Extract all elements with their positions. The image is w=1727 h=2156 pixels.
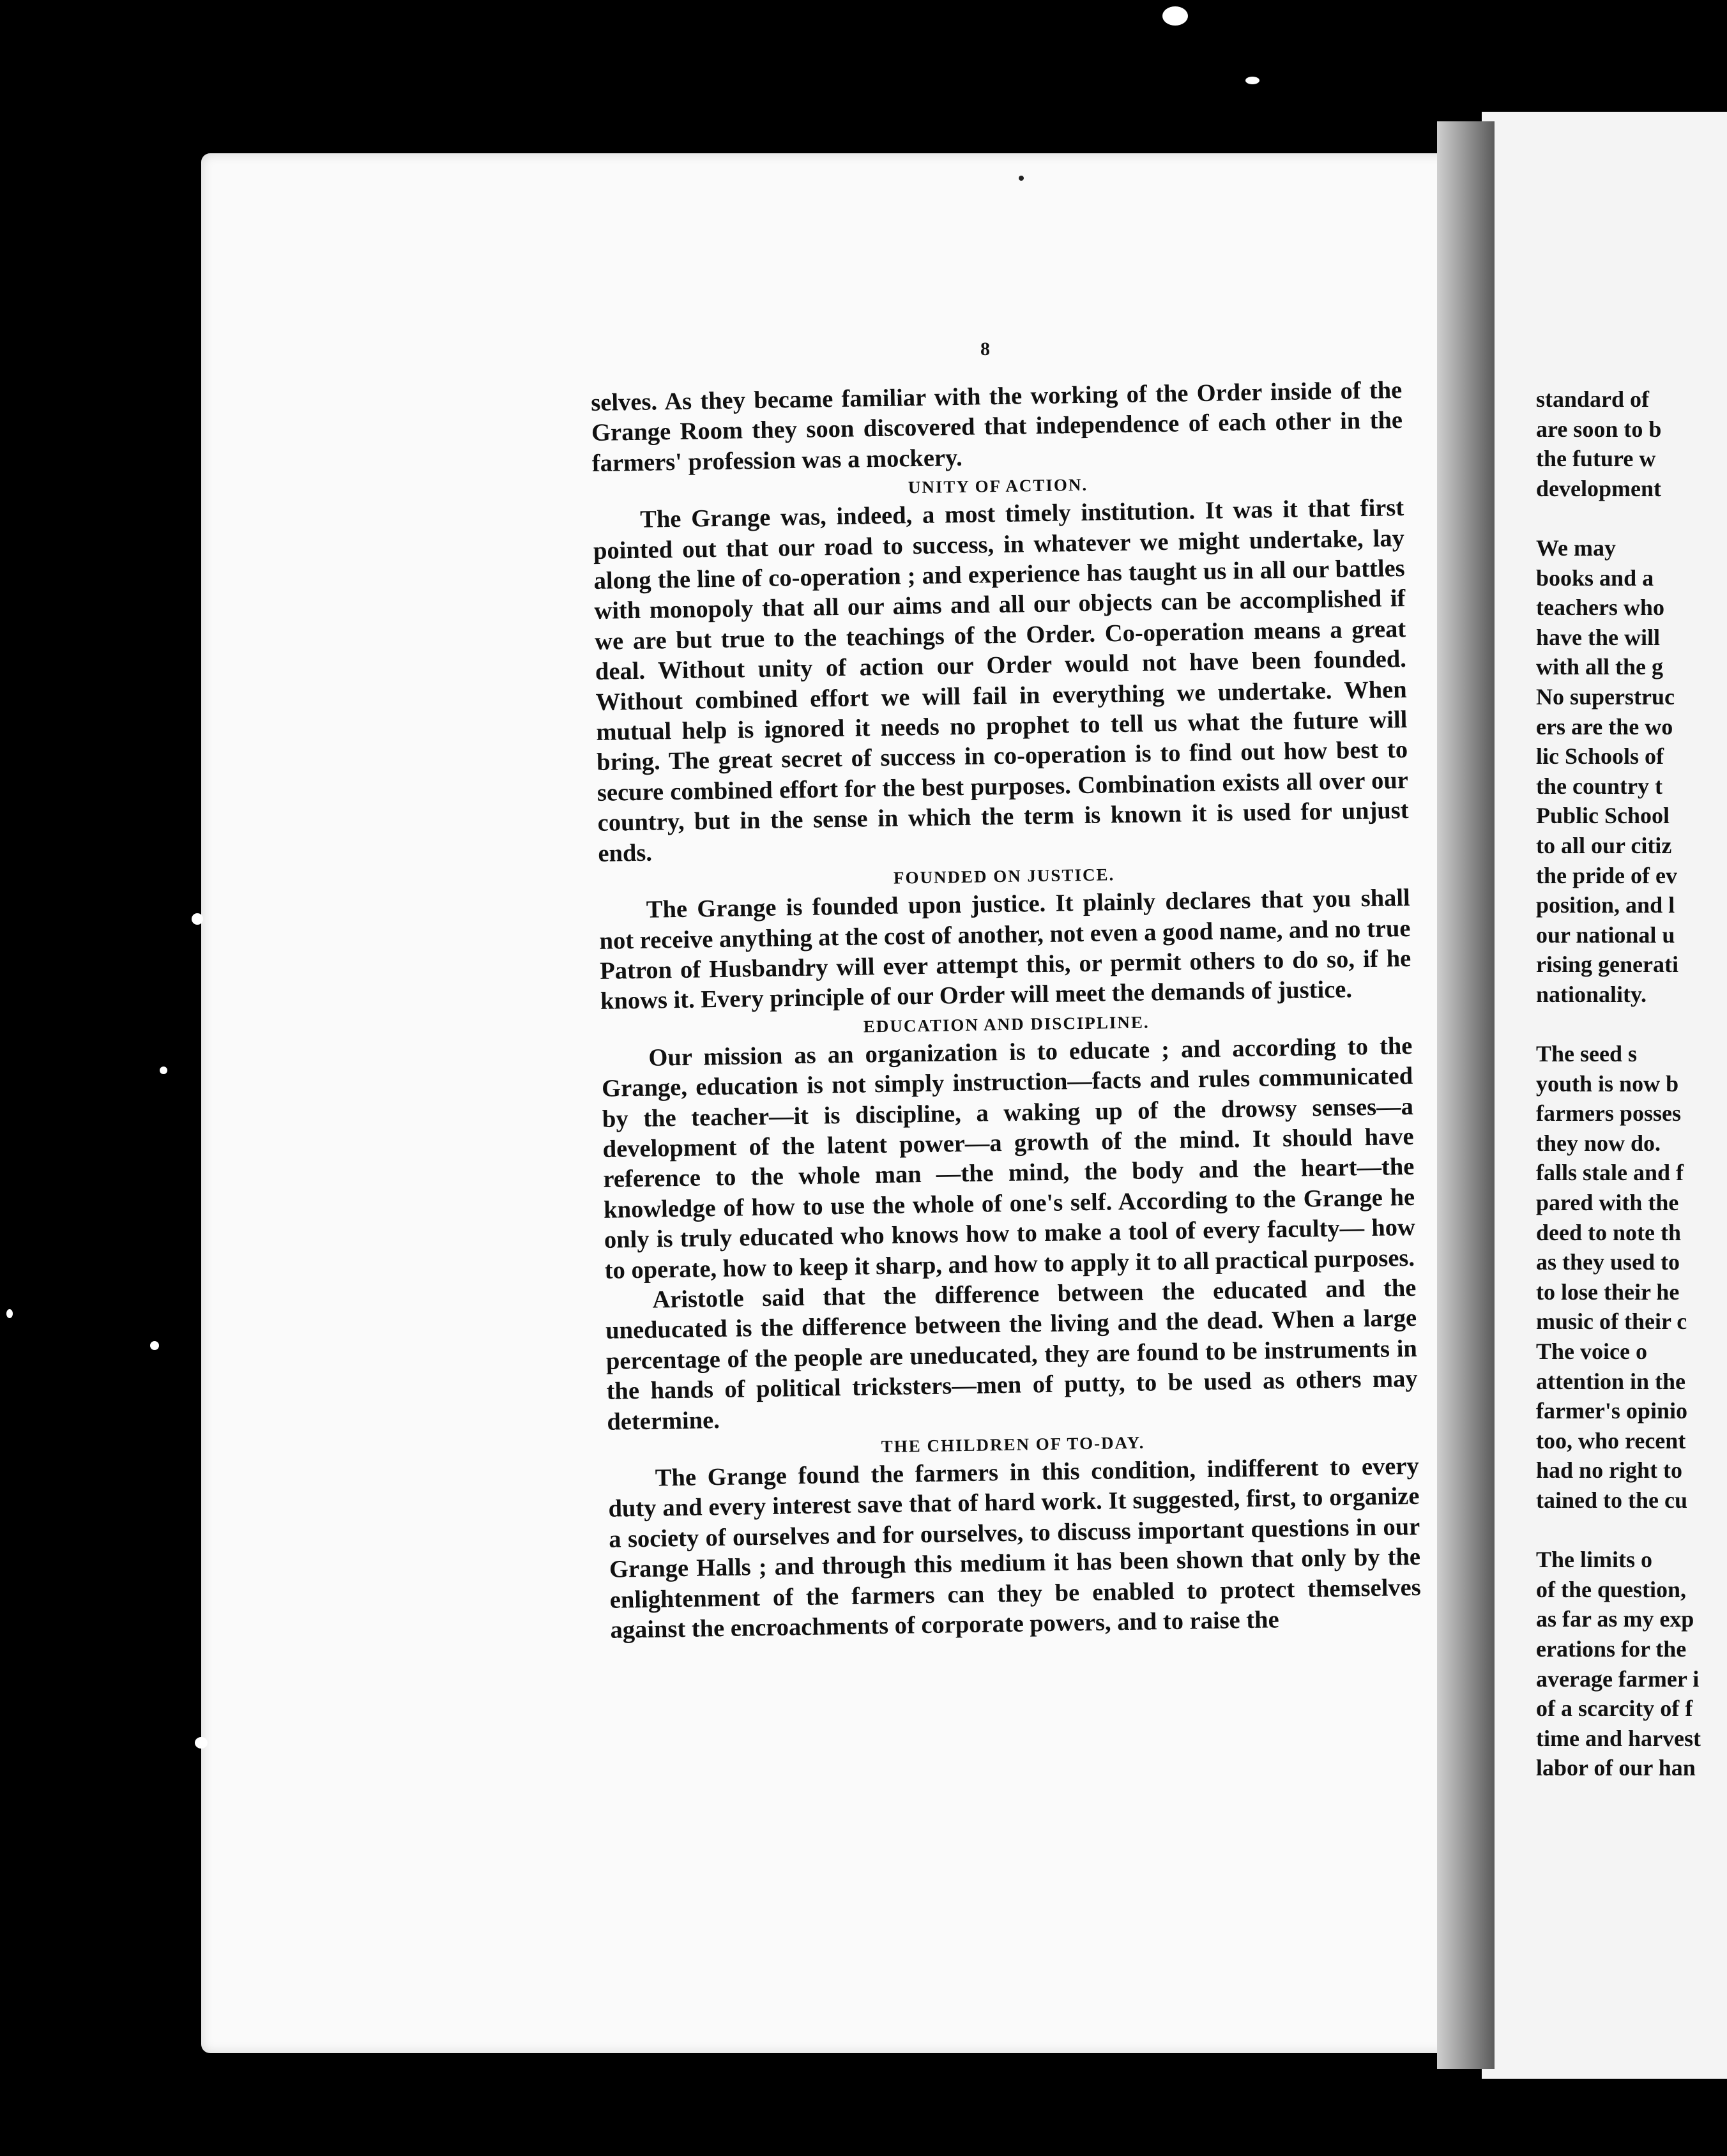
intro-paragraph: selves. As they became familiar with the working of the Order inside of the Grange Room they soon discovered that independence of each other in the farmers' profession was a mockery.	[591, 377, 1403, 477]
right-page-line: We may	[1536, 535, 1616, 561]
right-page-line: The voice o	[1536, 1339, 1647, 1364]
right-page-line: position, and l	[1536, 892, 1675, 918]
right-page-line: falls stale and f	[1536, 1160, 1684, 1186]
scan-speck	[195, 1737, 208, 1749]
right-page-line: standard of	[1536, 386, 1650, 412]
scan-speck	[1162, 6, 1188, 26]
scan-speck	[1245, 77, 1259, 84]
scan-speck	[150, 1341, 159, 1350]
scan-speck	[6, 1309, 13, 1318]
right-page-line: with all the g	[1536, 654, 1664, 680]
right-page-line: farmer's opinio	[1536, 1398, 1687, 1424]
right-page-line: youth is now b	[1536, 1070, 1679, 1097]
right-page-line: pared with the	[1536, 1190, 1679, 1216]
body-paragraph: The Grange is founded upon justice. It plainly declares that you shall not receive anything at the cost of another, not even a good name, and no true Patron of Husbandry will ever attempt this, or permit others to do so, if he knows it. Every principle of our Order will meet the demands of justice.	[599, 884, 1411, 1015]
right-page-line: attention in the	[1536, 1368, 1685, 1394]
body-paragraph: Aristotle said that the difference between the educated and the uneducated is the difference between the living and the dead. When a large percentage of the people are uneducated, they are found to be instruments in the hands of political tricksters—men of putty, to be used as others may determine.	[605, 1274, 1418, 1436]
right-page-line: to all our citiz	[1536, 832, 1672, 858]
right-page-line: books and a	[1536, 565, 1654, 591]
right-page-line: of a scarcity of f	[1536, 1696, 1693, 1722]
right-page-line: development	[1536, 475, 1661, 501]
right-page-line: music of their c	[1536, 1309, 1687, 1335]
right-page-line: are soon to b	[1536, 416, 1662, 442]
section-heading: UNITY OF ACTION.	[908, 475, 1088, 497]
right-page-line: ers are the wo	[1536, 713, 1673, 740]
right-page-line: lic Schools of	[1536, 743, 1664, 770]
right-page-line: Public School	[1536, 803, 1670, 829]
right-page-line: as they used to	[1536, 1249, 1680, 1275]
right-page-line: have the will	[1536, 624, 1660, 650]
right-page-line: tained to the cu	[1536, 1487, 1687, 1513]
body-paragraph: The Grange found the farmers in this condition, indifferent to every duty and every interest save that of hard work. It suggested, first, to organize a society of ourselves and for ourselves, to discuss important questions in our Grange Halls ; and through this medium it has been shown that only by the enlightenment of the farmers can they be enabled to protect themselves against the encroachments of corporate powers, and to raise the	[608, 1452, 1421, 1644]
right-page-line: the pride of ev	[1536, 862, 1677, 888]
body-paragraph: Our mission as an organization is to educate ; and according to the Grange, education is not simply instruction—facts and rules communicated by the teacher—it is discipline, a waking up of the drowsy senses—a development of the latent power—a growth of the mind. It should have reference to the whole man —the mind, the body and the heart—the knowledge of how to use the whole of one's self. According to the Grange he only is truly educated who knows how to make a tool of every faculty— how to operate, how to keep it sharp, and how to apply it to all practical purposes.	[601, 1032, 1416, 1284]
left-page-text	[591, 376, 1422, 1646]
right-page-line: No superstruc	[1536, 683, 1675, 710]
right-page-line: nationality.	[1536, 981, 1647, 1007]
right-page-line: average farmer i	[1536, 1666, 1700, 1692]
right-page-gap	[1536, 503, 1727, 533]
section-heading: FOUNDED ON JUSTICE.	[893, 865, 1115, 888]
book-gutter	[1437, 121, 1495, 2069]
section-heading: THE CHILDREN OF TO-DAY.	[881, 1432, 1145, 1457]
right-page-line: too, who recent	[1536, 1427, 1686, 1454]
right-page-line: teachers who	[1536, 595, 1664, 621]
right-page-line: the future w	[1536, 446, 1656, 472]
right-page-line: deed to note th	[1536, 1219, 1681, 1245]
right-page-line: rising generati	[1536, 952, 1678, 978]
right-page-line: they now do.	[1536, 1130, 1661, 1156]
right-page-gap	[1536, 1515, 1727, 1545]
right-page-line: labor of our han	[1536, 1755, 1696, 1781]
right-page-line: The seed s	[1536, 1041, 1638, 1067]
scan-speck	[192, 913, 203, 925]
right-page-line: erations for the	[1536, 1636, 1687, 1662]
right-page-line: the country t	[1536, 773, 1662, 799]
right-page-line: of the question,	[1536, 1576, 1687, 1602]
scan-speck	[160, 1067, 167, 1074]
body-paragraph: The Grange was, indeed, a most timely institution. It was it that first pointed out that our road to success, in whatever we might undertake, lay along the line of co-operation ; and experience has taught us in all our battles with monopoly that all our aims and all our objects can be accomplished if we are but true to the teachings of the Order. Co-operation means a great deal. Without unity of action our Order would not have been founded. Without combined effort we will fail in everything we undertake. When mutual help is ignored it needs no prophet to tell us what the future will bring. The great secret of success in co-operation is to find out how best to secure combined effort for the best purposes. Combination exists all over our country, but in the sense in which the term is known it is used for unjust ends.	[593, 494, 1409, 867]
scan-speck	[1019, 176, 1024, 181]
right-page-line: had no right to	[1536, 1457, 1683, 1484]
right-page-line: our national u	[1536, 922, 1675, 948]
right-page-line: as far as my exp	[1536, 1606, 1694, 1632]
right-page-line: The limits o	[1536, 1547, 1653, 1573]
right-page-gap	[1536, 1009, 1727, 1039]
right-page-line: to lose their he	[1536, 1279, 1680, 1305]
section-heading: EDUCATION AND DISCIPLINE.	[863, 1012, 1150, 1036]
right-page-line: farmers posses	[1536, 1100, 1681, 1127]
right-page-text	[1536, 384, 1727, 1783]
page-number: 8	[980, 338, 990, 360]
right-page-line: time and harvest	[1536, 1725, 1701, 1751]
